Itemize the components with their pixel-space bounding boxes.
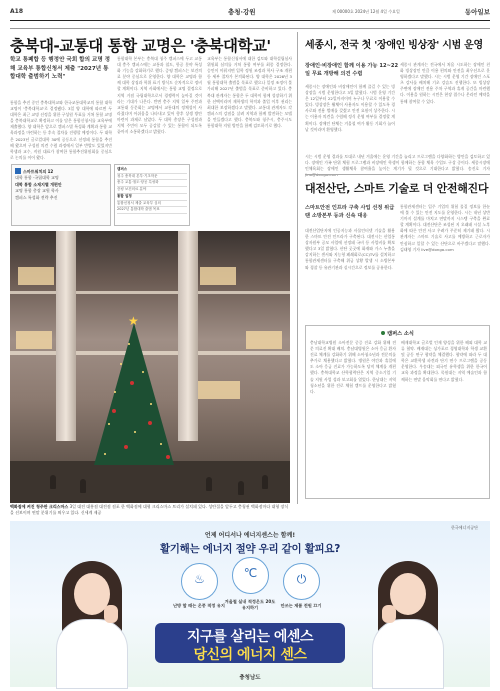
section-rule (10, 28, 490, 29)
tree-ornament (166, 455, 170, 459)
ad-model-right (362, 557, 454, 687)
section-title: 충청·강원 (228, 8, 256, 16)
campus-briefs-box (305, 325, 490, 499)
photo-person (262, 475, 268, 489)
tree-light (114, 391, 116, 393)
main-body-col1: 통합을 추진 중인 충북대학교와 한국교통대학교의 통합 대학 교명이 '충북대학교'로 결정됐다. 3일 양 대학에 따르면 두 대학은 최근 교명 선정을 위한 구성원 투표를 거쳐 통합 교명을 충북대학교로 확정하고 이를 담은 통합신청서를 교육부에 제출했다. 양 대학은 앞으로 캠퍼스별 특성화 계획과 통합 교육과정을 마련하는 등 후속 절차를 진행할 예정이다. 두 대학은 2023년 글로컬대학 30에 공동으로 선정돼 통합을 추진해 왔으며 구성원 의견 수렴 과정에서 일부 반발도 있었지만 학생과 교수, 직원 대표가 참여한 통합추진위원회를 중심으로 논의를 이어 왔다. (10, 100, 112, 160)
ad-slogan-band (155, 623, 345, 663)
tree-light (142, 371, 144, 373)
photo-person (80, 479, 86, 493)
briefs-left: 충남대학교병원 소아전문 중증 진료 강화 위해 전문 의료진 확대 배치. 충남대병원은 소아 응급 환자 진료 체계를 강화하기 위해 소아청소년과 전문의를 추가로 채용했다고 밝혔다. 병원은 야간과 휴일에도 소아 응급 진료가 가능하도록 당직 체계를 개편했다. 충북대학교 산학협력단은 지역 중소기업 기술 지원 사업 성과 보고회를 열었다. 한남대는 지역 청소년을 위한 진로 체험 캠프를 운영한다고 밝혔다. (310, 340, 396, 394)
photo-shop (246, 331, 282, 349)
right-headline-2: 대전산단, 스마트 기술로 더 안전해진다 (305, 182, 489, 195)
right-deck-1: 장애인·비장애인 함께 이용 가능 12~22일 무료 개방해 의견 수렴 (305, 63, 399, 78)
ad-slogan-line1: 지구를 살리는 에센스 (187, 629, 313, 645)
info-line: 스마트워치의 12 (15, 168, 107, 175)
ad-model-left (46, 557, 138, 687)
tree-ornament (148, 421, 152, 425)
info-line: 교명 통합 총장 교원 학사 (15, 188, 59, 194)
table-row: 통합신청서 제출 교육부 심의 (117, 201, 187, 208)
tree-light (104, 453, 106, 455)
photo-shop (16, 331, 52, 349)
ad-bubble-temperature (232, 557, 269, 594)
photo-person (238, 481, 244, 495)
caption-title: 백화점에 켜진 청주판 크리스마스 (10, 504, 69, 509)
main-deck: 학교 통폐합 등 행정안 국회 합의 교명 정해 교육부 통합신청서 제출 "2027년 통합대학 출범하기 노력" (10, 57, 111, 81)
photo-person (50, 475, 56, 489)
right-body-2b: 통합관제센터는 입주 기업의 위험 물질 정보를 한눈에 볼 수 있는 안전 지도를 운영한다. 시는 내년 상반기까지 설계를 마치고 연말까지 시스템 구축을 완료할 계획이다. 대전산단은 조성된 지 오래돼 시설 노후화에 따른 안전 사고 우려가 꾸준히 제기돼 왔다. 시 관계자는 스마트 기술로 사고를 예방하고 근로자가 안심하고 일할 수 있는 산단으로 바꾸겠다고 말했다. 김태영 기자 live@donga.com (400, 204, 490, 252)
page-number: A18 (10, 8, 23, 15)
tree-ornament (124, 445, 128, 449)
energy-advertisement (10, 521, 490, 687)
ad-tag-power: 안쓰는 제품 전원 끄기 (280, 603, 322, 608)
right-body-1b: 세종시 관계자는 전국에서 처음 시도하는 장애인 친화 빙상장인 만큼 이용 편의와 안전을 최우선으로 운영하겠다고 말했다. 시는 시범 운영 기간 장애인 스포츠 강사를 배치해 기초 강습도 진행한다. 또 빙상장 주변에 장애인 전용 주차 구역과 휴게 공간을 마련했다. 이용을 원하는 시민은 현장 접수나 온라인 예약을 통해 참여할 수 있다. (400, 62, 490, 104)
tree-ornament (130, 381, 134, 385)
caption-text: 3일 대전 대흥점 대전점 점포 한 백화점에 대형 크리스마스 트리가 설치돼 있다. 성탄절을 앞두고 충청권 백화점마다 대형 장식을 선보이며 연말 분위기를 띄우고 있다. 신세계 제공 (10, 504, 289, 515)
tree-light (134, 431, 136, 433)
ad-tag-heating: 난방 할 때는 온풍 적정 유지 (173, 603, 225, 608)
photo-caption (10, 504, 290, 516)
issue-date: 제 00000호 2024년 12월 4일 수요일 (332, 9, 400, 14)
info-line: 대학 통합 ·국립대학 교명 (15, 175, 59, 181)
right-headline-1: 세종시, 전국 첫 '장애인 빙상장' 시범 운영 (305, 40, 483, 51)
table-row: 2027년 통합대학 출범 목표 (117, 207, 187, 214)
table-row: 통합 일정 (117, 194, 187, 201)
tree-ornament (112, 409, 116, 413)
tree-light (150, 403, 152, 405)
photo-shop (18, 267, 54, 285)
photo-person (206, 477, 212, 491)
tree-light (108, 423, 110, 425)
ad-main-headline: 활기해는 에너지 절약 우리 같이 활피요? (159, 543, 341, 555)
briefs-title: 캠퍼스 소식 (310, 330, 485, 337)
right-body-2a: 대전산업단지에 인공지능과 사물인터넷 기술을 활용한 스마트 안전 인프라가 구축된다. 대전시는 산업통상자원부 공모 사업에 선정돼 국비 등 사업비를 확보했다고 3일 밝혔다. 산단 곳곳에 화재와 가스 누출을 감지하는 센서와 지능형 폐쇄회로(CC)TV를 설치하고 통합관제센터를 구축해 위급 상황 발생 시 소방본부와 경찰 등 유관기관과 실시간으로 정보를 공유한다. (305, 228, 395, 270)
ad-sponsor: 충청남도 (239, 675, 261, 681)
tree-star-icon: ★ (128, 314, 139, 328)
christmas-tree-icon (94, 323, 174, 465)
briefs-right: 배재대학교 글로벌 인재 양성을 위한 해외 대학 교류 협약. 배재대는 싱가포르 경영대학과 학생 교환 및 공동 연구 협약을 체결했다. 협약에 따라 두 대학은 교환학생 파견과 단기 연수 프로그램을 공동 운영한다. 우송대는 외국인 유학생을 위한 한국어 교육 과정을 확대한다. 목원대는 지역 예술인과 함께하는 연말 음악회를 연다고 밝혔다. (401, 340, 487, 382)
info-box (11, 164, 111, 226)
right-body-1a: 세종시는 장애인과 비장애인이 함께 즐길 수 있는 빙상장을 시범 운영한다고 3일 밝혔다. 시범 운영 기간은 12일부터 22일까지이며 누구나 무료로 이용할 수 있다. 빙상장은 휠체어 사용자도 이용할 수 있도록 경사로와 전용 썰매를 갖췄고 안전 요원이 상주한다. 시는 이용자 의견을 수렴해 정식 운영 여부를 결정할 계획이다. 장애인 단체는 겨울철 여가 활동 기회가 늘어날 것이라며 환영했다. (305, 84, 395, 132)
table-row: 캠퍼스 (117, 167, 187, 174)
ad-slogan-line2: 당신의 에너지 센스 (193, 647, 307, 663)
tree-light (128, 343, 130, 345)
brief-dot-icon (381, 331, 385, 335)
thermostat-icon: ℃ (243, 566, 258, 580)
ad-tagline: 언제 어디서나 에너지센스는 함께! (204, 532, 296, 539)
main-headline: 충북대-교통대 통합 교명은 '충북대학교' (10, 37, 271, 55)
model-hand (104, 605, 118, 623)
info-line: 대학 통합 소재지별 개편안 (15, 181, 62, 187)
table-row: 청주 충북대 본부·기초학문 (117, 174, 187, 181)
info-line: 캠퍼스 특성화 전략 추진 (15, 194, 58, 200)
ad-logo: 한국에너지공단 (450, 525, 478, 530)
right-body-1c: 시는 시범 운영 결과를 토대로 내년 겨울에는 운영 기간을 늘리고 프로그램을 다양화하는 방안을 검토하고 있다. 장애인 가족 단위 체험 프로그램과 비장애인 학생이 함께하는 통합 체육 수업도 구상 중이다. 세종시장애인체육회는 장애인 생활체육 참여율을 높이는 계기가 될 것으로 기대한다고 밝혔다. 송진호 기자 jino@donga.com (305, 154, 490, 178)
tree-light (120, 363, 122, 365)
campus-table (114, 164, 190, 226)
mall-christmas-photo (10, 231, 290, 503)
column-divider (297, 32, 298, 504)
ad-tag-temperature: 겨울철 실내 적정온도 20도 유지하기 (224, 599, 276, 610)
photo-floor (10, 291, 290, 294)
masthead-rule (10, 20, 490, 21)
right-deck-2: 스마트안전 인프라 구축 사업 선정 위급 땐 소방본부 등과 신속 대응 (305, 205, 395, 220)
tree-light (160, 443, 162, 445)
plug-icon: ⏻ (296, 572, 307, 586)
model-hand (382, 605, 396, 623)
masthead (10, 6, 490, 18)
table-row: 증평 보건의료 분야 (117, 187, 187, 194)
ad-bubble-heating (181, 563, 218, 600)
radiator-icon: ♨ (194, 572, 205, 586)
logo-mark-icon (15, 168, 21, 174)
photo-column (56, 231, 76, 441)
main-body-col2: 통합대학 본부는 충북대 청주 캠퍼스에 두고 교통대 충주 캠퍼스에는 교통과 철도, 항공 분야 특성화 기능을 강화하기로 했다. 증평 캠퍼스는 보건의료 분야 중심으로 운영한다. 양 대학은 교명과 함께 대학 상징과 학위 표기 방식도 순차적으로 정비할 계획이다. 지역 사회에서는 통합 교명 결정으로 지역 거점 국립대학으로서 경쟁력이 높아질 것이라는 기대가 나온다. 반면 충주 지역 일부 주민과 교통대 동문회는 교명에서 교통대의 정체성이 사라졌다며 아쉬움을 나타내고 있어 향후 상생 방안 마련이 과제로 남았다. 두 대학 총장은 구성원과 지역 주민이 모두 공감할 수 있는 통합이 되도록 끝까지 소통하겠다고 밝혔다. (117, 56, 202, 135)
photo-shop (200, 267, 236, 285)
table-row: 충주 교통·철도·항공 특성화 (117, 180, 187, 187)
article-divider (305, 174, 490, 175)
ad-bubble-power (283, 563, 320, 600)
photo-column (178, 231, 198, 441)
brand-logo: 동아일보 (464, 8, 490, 16)
main-body-col3: 교육부는 통합신청서에 대한 검토와 대학설립심사위원회 심의를 거쳐 통합 여부를 최종 결정한다. 승인이 이뤄지면 입학 정원 조정과 학사 구조 개편 등 세부 절차가 본격화된다. 양 대학은 2026년 3월 통합대학 출범을 목표로 했으나 일정 조정이 불가피해 2027년 출범을 목표로 준비하고 있다. 충북대 관계자는 통합은 두 대학이 함께 성장하기 위한 선택이라며 재학생의 학적과 졸업 이후 권리는 최대한 보장하겠다고 말했다. 교통대 관계자도 각 캠퍼스의 강점을 살려 지역과 함께 발전하는 모델을 만들겠다고 했다. 충북도와 청주시, 충주시도 통합대학 지원 방안을 함께 검토하기로 했다. (207, 56, 292, 129)
